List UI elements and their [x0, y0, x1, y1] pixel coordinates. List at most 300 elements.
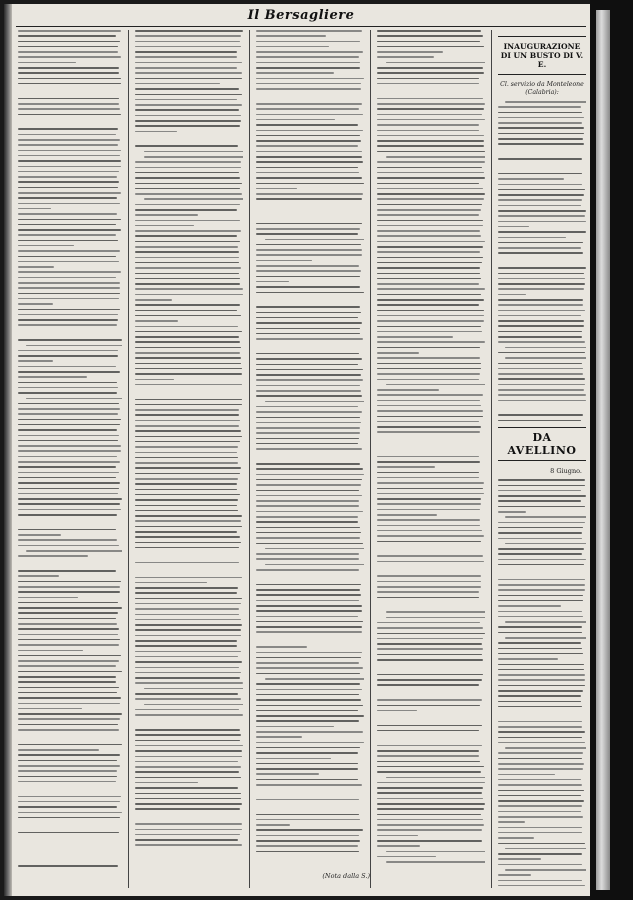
text-line [498, 258, 586, 260]
text-line [377, 787, 483, 789]
text-line [256, 88, 361, 90]
text-line [256, 281, 289, 283]
text-line [18, 155, 120, 157]
text-line [256, 72, 334, 74]
inauguration-title: INAUGURAZIONE DI UN BUSTO DI V. E. [500, 42, 584, 69]
text-line [256, 379, 363, 381]
text-line [18, 330, 122, 332]
text-line [498, 721, 582, 723]
text-line [498, 394, 586, 396]
text-line [144, 151, 243, 153]
text-line [265, 548, 364, 550]
text-line [498, 690, 583, 692]
text-line [18, 355, 118, 357]
text-line [377, 627, 483, 629]
text-line [377, 856, 436, 858]
text-line [498, 485, 585, 487]
text-line [135, 823, 242, 825]
text-line [135, 452, 237, 454]
text-line [256, 62, 360, 64]
text-line [498, 420, 581, 422]
text-line [377, 214, 479, 216]
text-line [256, 589, 360, 591]
text-line [135, 771, 239, 773]
text-line [377, 684, 479, 686]
avellino-body [498, 479, 586, 888]
text-line [256, 500, 359, 502]
text-line [377, 840, 482, 842]
text-line [498, 106, 581, 108]
text-line [135, 614, 239, 616]
text-line [144, 688, 243, 690]
text-line [256, 406, 358, 408]
text-line [377, 586, 481, 588]
text-line [498, 669, 584, 671]
text-line [18, 408, 120, 410]
text-line [135, 577, 242, 579]
text-line [18, 498, 122, 500]
text-line [256, 364, 358, 366]
text-line [498, 679, 585, 681]
text-line [135, 629, 241, 631]
text-line [498, 226, 529, 228]
text-line [135, 787, 238, 789]
text-line [377, 278, 481, 280]
text-line [135, 204, 240, 206]
text-line [256, 736, 302, 738]
text-line [498, 731, 585, 733]
text-line [18, 865, 118, 867]
text-line [377, 792, 482, 794]
text-line [135, 446, 238, 448]
text-line [256, 616, 358, 618]
text-line [135, 94, 242, 96]
text-line [135, 104, 242, 106]
text-line [377, 357, 480, 359]
text-line [256, 51, 363, 53]
text-line [377, 472, 479, 474]
text-line [498, 611, 582, 613]
text-line [498, 559, 586, 561]
text-line [377, 368, 481, 370]
text-line [18, 424, 120, 426]
text-line [377, 30, 481, 32]
text-line [135, 756, 242, 758]
text-line [498, 320, 584, 322]
text-line [377, 461, 480, 463]
text-line [135, 640, 237, 642]
text-line [135, 62, 242, 64]
text-line [256, 824, 290, 826]
text-line [498, 695, 581, 697]
text-line [498, 843, 585, 845]
text-line [377, 622, 480, 624]
column-3-signature: (Nota dalla S.) [322, 872, 370, 880]
text-line [377, 705, 480, 707]
text-line [135, 635, 241, 637]
text-line [498, 143, 584, 145]
text-line [498, 506, 585, 508]
text-line [498, 194, 584, 196]
text-line [377, 735, 485, 737]
text-line [498, 173, 582, 175]
text-line [377, 241, 485, 243]
text-line [256, 56, 359, 58]
text-line [498, 885, 585, 887]
text-line [377, 638, 483, 640]
text-line [256, 297, 364, 299]
text-line [18, 729, 119, 731]
text-line [256, 657, 361, 659]
text-line [256, 835, 359, 837]
text-line [256, 369, 363, 371]
text-line [377, 262, 482, 264]
text-line [18, 282, 120, 284]
newspaper-page [4, 4, 590, 896]
text-line [377, 130, 479, 132]
text-line [18, 488, 119, 490]
text-line [256, 610, 362, 612]
text-line [18, 703, 120, 705]
text-line [135, 814, 243, 816]
text-line [135, 115, 241, 117]
text-line [135, 183, 242, 185]
text-line [377, 315, 484, 317]
text-line [377, 151, 485, 153]
text-line [18, 456, 117, 458]
text-line [18, 724, 118, 726]
text-line [18, 856, 122, 858]
text-line [135, 109, 239, 111]
text-line [256, 758, 331, 760]
text-line [256, 495, 362, 497]
text-line [144, 704, 243, 706]
text-line [498, 701, 581, 703]
text-line [18, 623, 117, 625]
text-line [498, 569, 586, 571]
text-line [498, 779, 581, 781]
text-line [135, 120, 241, 122]
text-line [377, 519, 480, 521]
text-line [256, 223, 362, 225]
text-line [135, 467, 241, 469]
text-line [256, 333, 360, 335]
text-line [135, 246, 238, 248]
text-line [256, 204, 364, 206]
text-line [498, 352, 585, 354]
text-line [18, 832, 119, 834]
text-line [135, 225, 194, 227]
text-line [135, 72, 242, 74]
text-line [256, 411, 362, 413]
text-line [377, 493, 484, 495]
text-line [498, 122, 582, 124]
text-line [377, 108, 484, 110]
text-line [18, 687, 119, 689]
text-line [377, 456, 479, 458]
text-line [135, 489, 237, 491]
text-line [256, 516, 358, 518]
text-line [135, 478, 238, 480]
text-line [377, 405, 481, 407]
text-line [256, 432, 360, 434]
text-line [135, 273, 239, 275]
text-line [135, 531, 237, 533]
text-line [135, 267, 241, 269]
text-line [377, 745, 482, 747]
text-line [18, 796, 121, 798]
text-line [498, 706, 582, 708]
text-line [377, 188, 483, 190]
text-line [18, 461, 120, 463]
text-line [377, 674, 483, 676]
text-line [256, 840, 360, 842]
text-line [135, 46, 241, 48]
masthead [16, 8, 586, 27]
text-line [135, 473, 240, 475]
text-line [256, 276, 360, 278]
text-line [135, 766, 241, 768]
text-line [377, 119, 485, 121]
text-line [26, 398, 122, 400]
text-line [18, 119, 122, 121]
text-line [498, 112, 582, 114]
text-line [377, 664, 485, 666]
text-line [377, 426, 481, 428]
text-line [256, 819, 360, 821]
text-line [135, 592, 237, 594]
text-line [377, 83, 479, 85]
text-line [377, 304, 479, 306]
text-line [377, 690, 485, 692]
text-line [18, 213, 117, 215]
text-line [135, 326, 238, 328]
text-line [256, 662, 359, 664]
text-line [256, 108, 359, 110]
text-line [135, 56, 237, 58]
text-line [135, 425, 239, 427]
text-line [377, 51, 443, 53]
text-line [135, 567, 243, 569]
text-line [377, 488, 483, 490]
text-line [256, 479, 362, 481]
text-line [135, 542, 241, 544]
text-line [498, 795, 581, 797]
text-line [135, 288, 243, 290]
text-line [18, 503, 120, 505]
text-line [135, 299, 172, 301]
text-line [498, 315, 581, 317]
text-line [498, 763, 584, 765]
text-line [135, 331, 242, 333]
text-line [18, 271, 121, 273]
text-line [135, 698, 241, 700]
text-line [256, 584, 361, 586]
text-line [377, 808, 484, 810]
text-line [18, 450, 121, 452]
text-line [18, 208, 51, 210]
column-1 [18, 30, 122, 888]
text-line [377, 725, 482, 727]
text-line [135, 220, 240, 222]
text-line [135, 462, 238, 464]
text-line [256, 699, 361, 701]
inauguration-body [498, 101, 586, 421]
text-line [498, 199, 582, 201]
text-line [498, 742, 585, 744]
text-line [135, 619, 241, 621]
text-line [144, 198, 243, 200]
text-line [135, 167, 241, 169]
text-line [256, 317, 358, 319]
text-line [498, 864, 582, 866]
text-line [18, 812, 122, 814]
text-line [498, 548, 584, 550]
text-line [498, 752, 583, 754]
text-line [135, 745, 243, 747]
text-line [256, 183, 364, 185]
text-line [256, 689, 362, 691]
text-line [135, 608, 239, 610]
text-line [386, 861, 485, 863]
text-line [18, 360, 53, 362]
text-line [135, 536, 240, 538]
text-line [135, 341, 240, 343]
column-divider [370, 30, 371, 888]
text-line [498, 273, 584, 275]
text-line [135, 409, 239, 411]
text-line [135, 709, 239, 711]
text-line [18, 46, 118, 48]
text-line [18, 150, 121, 152]
text-line [135, 552, 243, 554]
text-line [498, 874, 531, 876]
text-line [498, 184, 582, 186]
text-line [377, 167, 482, 169]
text-line [256, 312, 361, 314]
text-line [256, 574, 364, 576]
text-line [135, 520, 241, 522]
text-line [18, 176, 117, 178]
text-line [377, 235, 481, 237]
text-line [498, 553, 582, 555]
text-line [377, 72, 484, 74]
text-line [256, 322, 362, 324]
text-line [498, 768, 583, 770]
text-line [498, 247, 581, 249]
text-line [256, 683, 360, 685]
text-line [256, 468, 363, 470]
text-line [377, 161, 485, 163]
text-line [135, 515, 242, 517]
text-line [18, 561, 122, 563]
text-line [256, 114, 363, 116]
text-line [498, 664, 584, 666]
text-line [18, 51, 118, 53]
text-line [377, 829, 482, 831]
text-line [265, 678, 364, 680]
text-line [377, 835, 418, 837]
text-line [498, 178, 564, 180]
text-line [135, 161, 241, 163]
text-line [18, 382, 117, 384]
text-line [135, 131, 177, 133]
text-line [498, 163, 586, 165]
text-line [135, 257, 239, 259]
text-line [135, 483, 237, 485]
text-line [377, 326, 481, 328]
text-line [505, 869, 586, 871]
text-line [498, 527, 583, 529]
text-line [256, 726, 334, 728]
text-line [377, 555, 483, 557]
text-line [256, 484, 361, 486]
text-line [256, 233, 358, 235]
text-line [498, 221, 586, 223]
text-line [135, 777, 241, 779]
text-line [498, 490, 581, 492]
text-line [498, 511, 526, 513]
text-line [18, 98, 119, 100]
text-line [18, 250, 120, 252]
text-line [377, 648, 483, 650]
text-line [377, 575, 481, 577]
text-line [498, 564, 584, 566]
text-line [377, 347, 480, 349]
text-line [386, 384, 485, 386]
text-line [498, 384, 585, 386]
text-line [498, 133, 584, 135]
text-line [18, 35, 116, 37]
text-line [377, 294, 481, 296]
text-line [498, 821, 525, 823]
text-line [18, 676, 116, 678]
text-line [135, 562, 239, 564]
text-line [18, 72, 119, 74]
text-line [256, 720, 359, 722]
text-line [256, 710, 358, 712]
text-line [377, 581, 481, 583]
text-line [18, 628, 119, 630]
text-line [18, 591, 120, 593]
text-line [18, 350, 118, 352]
text-line [377, 530, 482, 532]
text-line [498, 600, 583, 602]
text-line [135, 505, 237, 507]
text-line [135, 30, 243, 32]
text-line [256, 343, 364, 345]
text-line [135, 357, 241, 359]
text-line [18, 671, 122, 673]
text-line [498, 653, 583, 655]
text-line [256, 30, 362, 32]
text-line [377, 477, 479, 479]
text-line [498, 405, 586, 407]
text-line [498, 414, 583, 416]
text-line [18, 224, 116, 226]
text-line [135, 404, 242, 406]
text-line [377, 654, 482, 656]
column-divider [128, 30, 129, 888]
text-line [135, 808, 240, 810]
text-line [498, 373, 583, 375]
text-line [18, 708, 82, 710]
text-line [498, 811, 581, 813]
text-line [256, 474, 364, 476]
text-line [256, 358, 362, 360]
text-line [256, 600, 359, 602]
text-line [256, 130, 363, 132]
